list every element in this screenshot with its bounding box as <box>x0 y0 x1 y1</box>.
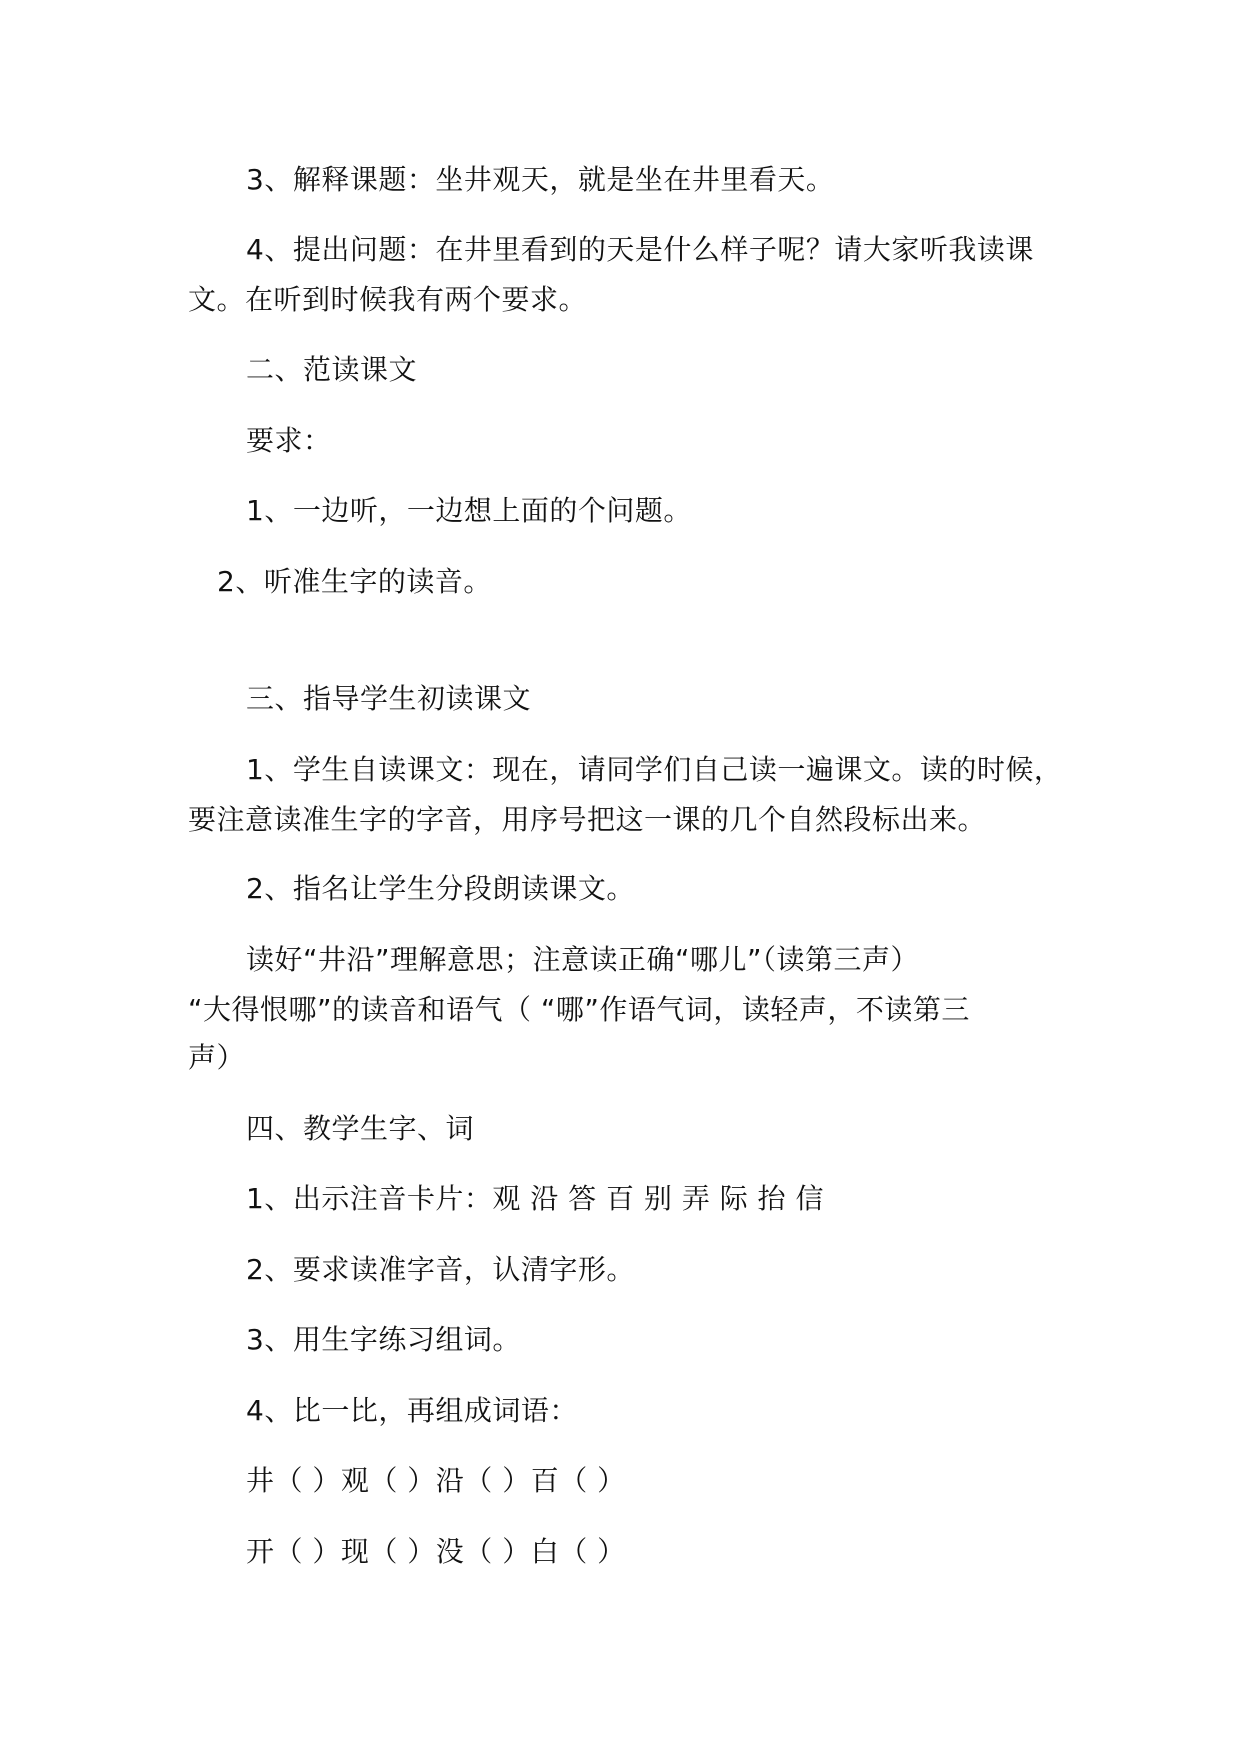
vocab-step-cards: 1、出示注音卡片：观 沿 答 百 别 弄 际 抬 信 <box>246 1182 825 1215</box>
step-paragraph-reading: 2、指名让学生分段朗读课文。 <box>246 872 635 905</box>
vocab-step-word-building: 3、用生字练习组词。 <box>246 1323 521 1356</box>
step-self-reading-cont: 要注意读准生字的字音，用序号把这一课的几个自然段标出来。 <box>188 803 987 836</box>
requirement-2: 2、听准生字的读音。 <box>217 565 492 598</box>
requirement-1: 1、一边听，一边想上面的个问题。 <box>246 494 692 527</box>
step-raise-question-cont: 文。在听到时候我有两个要求。 <box>188 283 588 316</box>
reading-note: 读好“井沿”理解意思；注意读正确“哪儿”（读第三声） <box>246 943 920 976</box>
section-heading-model-reading: 二、范读课文 <box>246 353 418 386</box>
vocab-step-pronunciation: 2、要求读准字音，认清字形。 <box>246 1253 635 1286</box>
compare-row-1: 井（ ）观（ ）沿（ ）百（ ） <box>246 1464 626 1497</box>
compare-row-2: 开（ ）现（ ）没（ ）白（ ） <box>246 1535 626 1568</box>
requirements-label: 要求： <box>246 424 332 457</box>
section-heading-vocabulary: 四、教学生字、词 <box>246 1112 475 1145</box>
step-self-reading: 1、学生自读课文：现在，请同学们自己读一遍课文。读的时候， <box>246 753 1063 786</box>
step-explain-title: 3、解释课题：坐井观天，就是坐在井里看天。 <box>246 163 835 196</box>
step-raise-question: 4、提出问题：在井里看到的天是什么样子呢？请大家听我读课 <box>246 233 1034 266</box>
vocab-step-compare: 4、比一比，再组成词语： <box>246 1394 578 1427</box>
reading-note-end: 声） <box>188 1041 246 1074</box>
reading-note-cont: “大得恨哪”的读音和语气（ “哪”作语气词，读轻声，不读第三 <box>188 993 970 1026</box>
section-heading-guided-reading: 三、指导学生初读课文 <box>246 682 532 715</box>
